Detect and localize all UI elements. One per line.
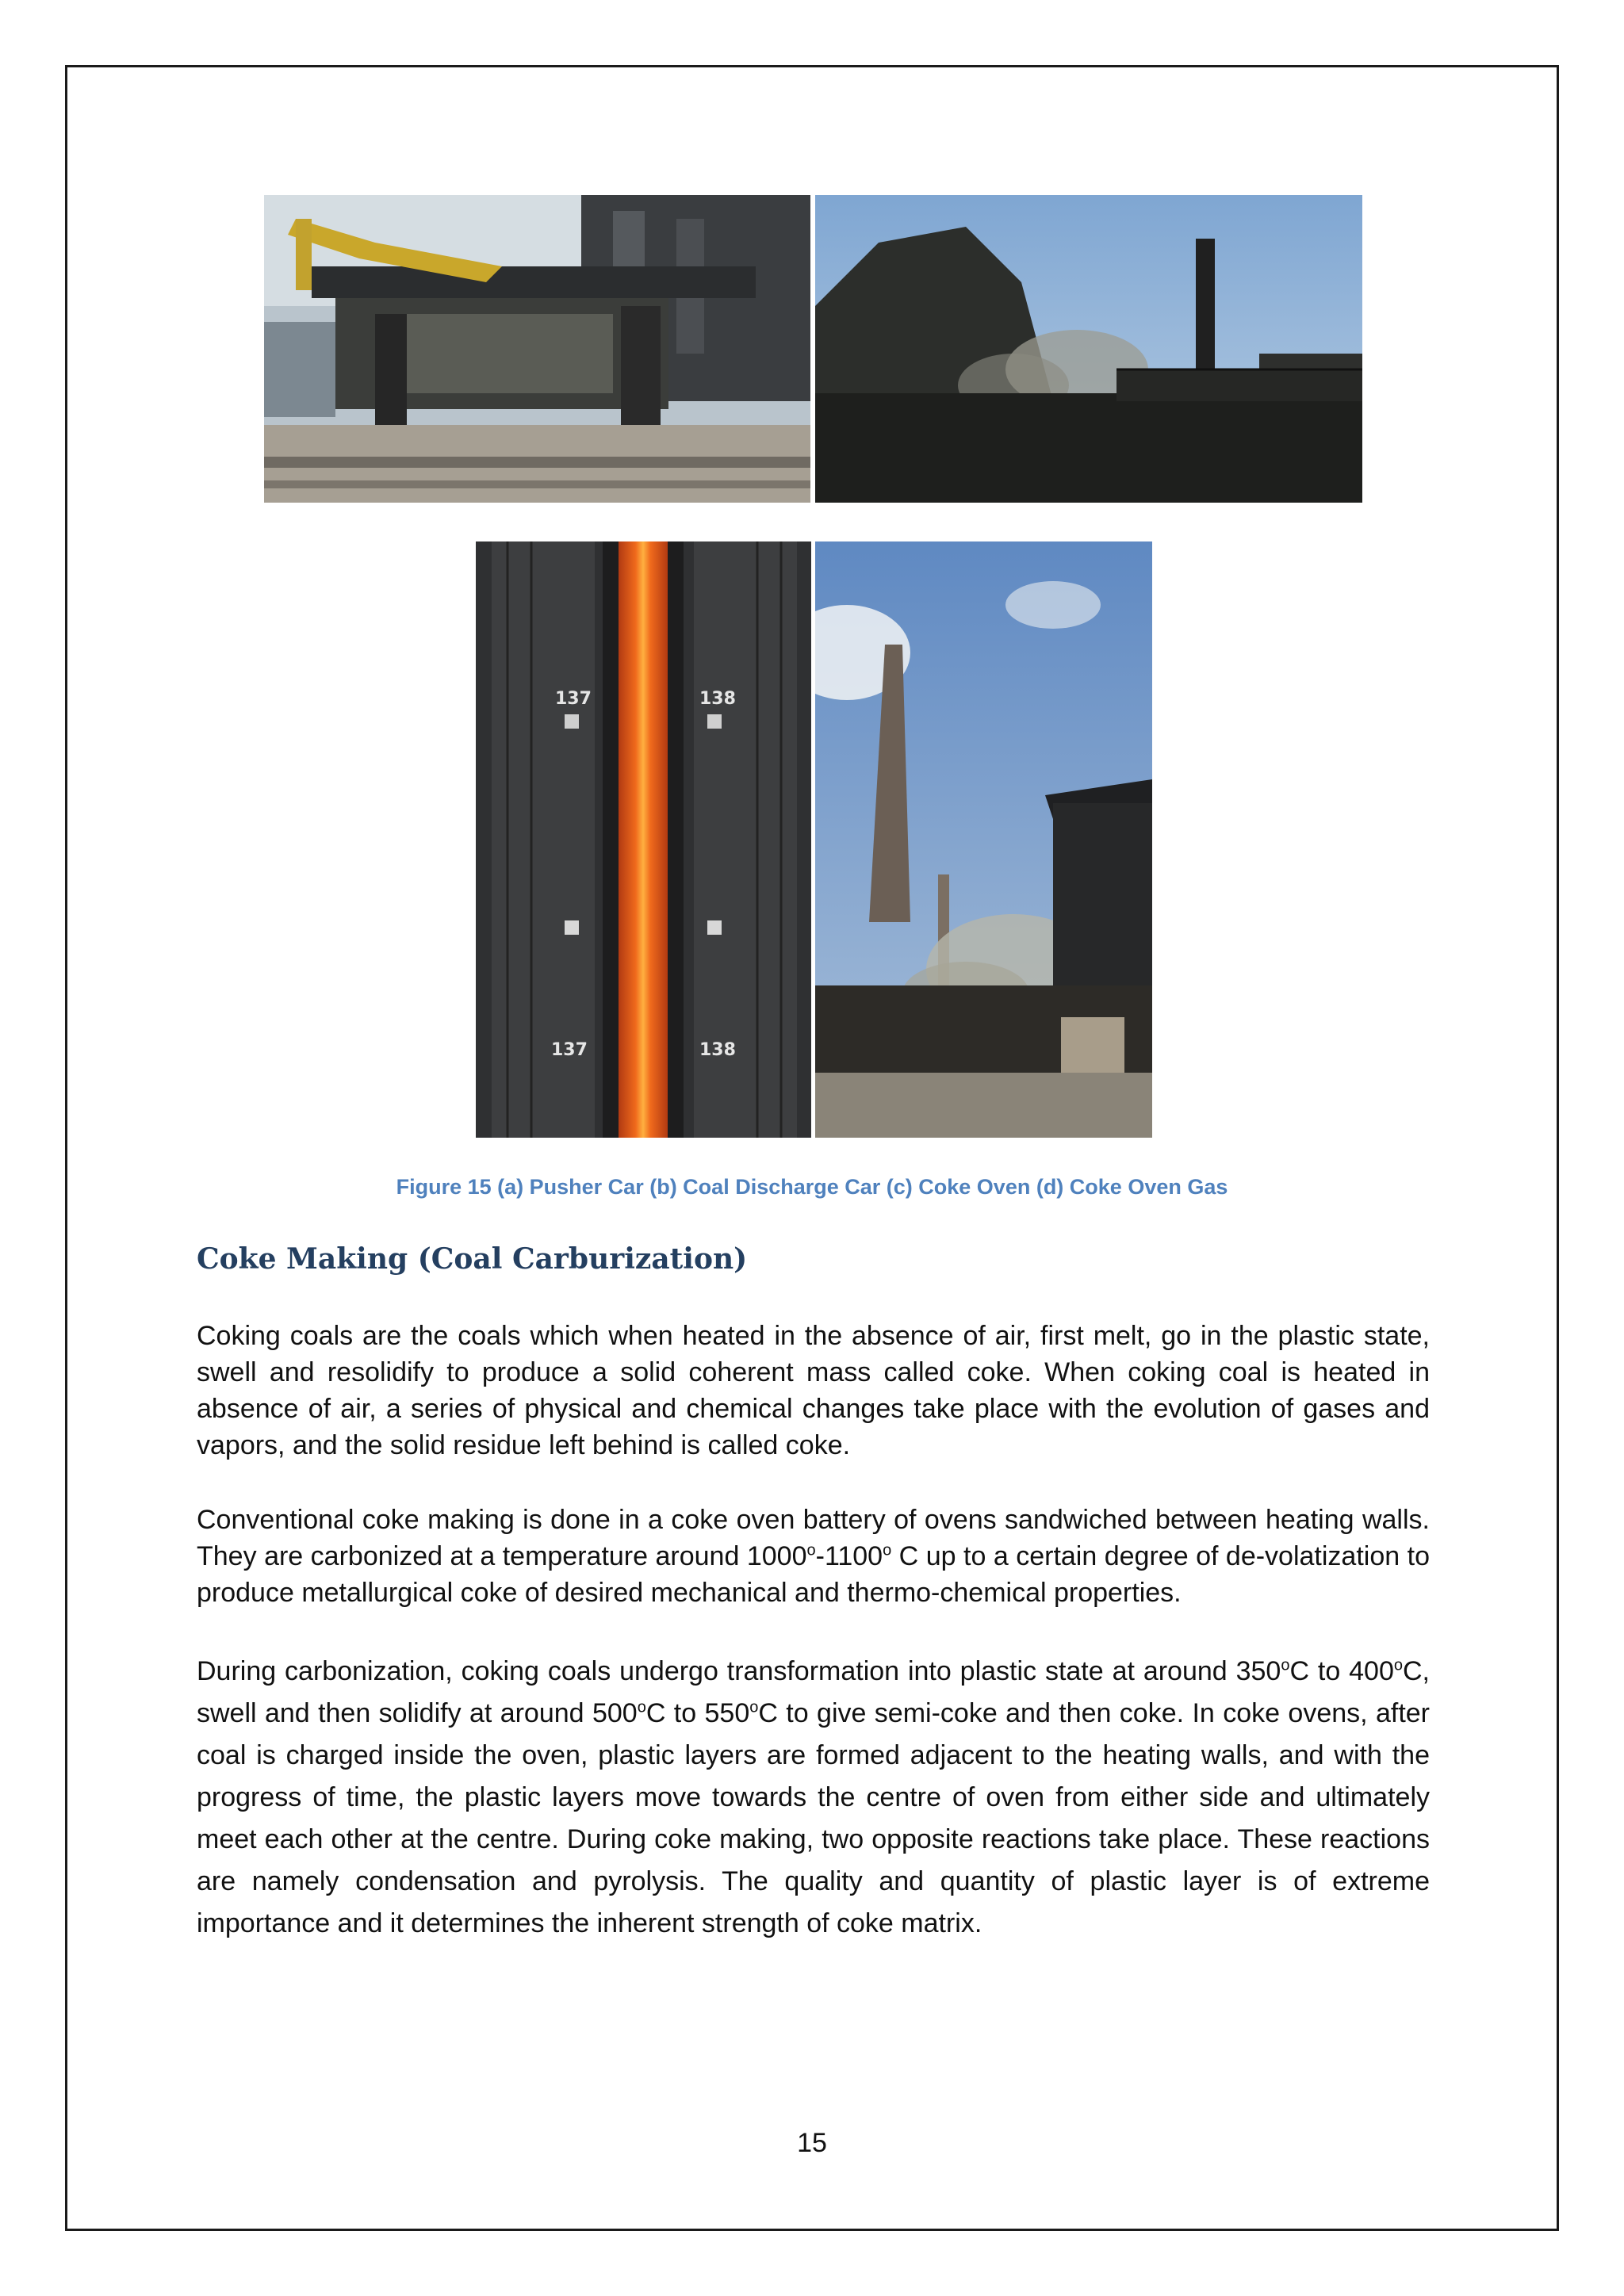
coke-oven-image [476,541,811,1138]
oven-label: 138 [699,1040,736,1060]
section-heading: Coke Making (Coal Carburization) [197,1242,748,1276]
paragraph-carbonization: During carbonization, coking coals undergo transformation into plastic state at around 350$^o$C to 400$^o$C, swell and then solidify at around 500$^o$C to 550$^o$C to give semi-coke and then coke. In coke ovens, after coal is charged inside the oven, plastic layers are formed adjacent to the heating walls, and with the progress of time, the plastic layers move towards the centre of oven from either side and ultimately meet each other at the centre. During coke making, two opposite reactions take place. These reactions are namely condensation and pyrolysis. The quality and quantity of plastic layer is of extreme importance and it determines the inherent strength of coke matrix. [197,1656,1431,1938]
coke-oven-gas-image [815,541,1152,1138]
paragraph-coking-coals: Coking coals are the coals which when heated in the absence of air, first melt, go in the plastic state, swell and resolidify to produce a solid coherent mass called coke. When coking coal is heated in absence of air, a series of physical and chemical changes take place with the evolution of gases and vapors, and the solid residue left behind is called coke. [197,1321,1430,1460]
coal-discharge-car-image [815,195,1362,503]
page-number: 15 [797,2128,827,2158]
figure-caption: Figure 15 (a) Pusher Car (b) Coal Discharge Car (c) Coke Oven (d) Coke Oven Gas [396,1175,1228,1199]
oven-label: 138 [699,689,736,709]
photo-coke-oven [476,541,811,1138]
oven-label: 137 [555,689,592,709]
photo-coal-discharge-car [815,195,1362,503]
oven-label: 137 [551,1040,588,1060]
pusher-car-image [264,195,810,503]
photo-coke-oven-gas [815,541,1152,1138]
photo-pusher-car [264,195,810,503]
paragraph-conventional-coke-making: Conventional coke making is done in a coke oven battery of ovens sandwiched between heating walls. They are carbonized at a temperature around 1000$^o$-1100$^o$ C up to a certain degree of de-volatization to produce metallurgical coke of desired mechanical and thermo-chemical properties. [197,1505,1430,1608]
